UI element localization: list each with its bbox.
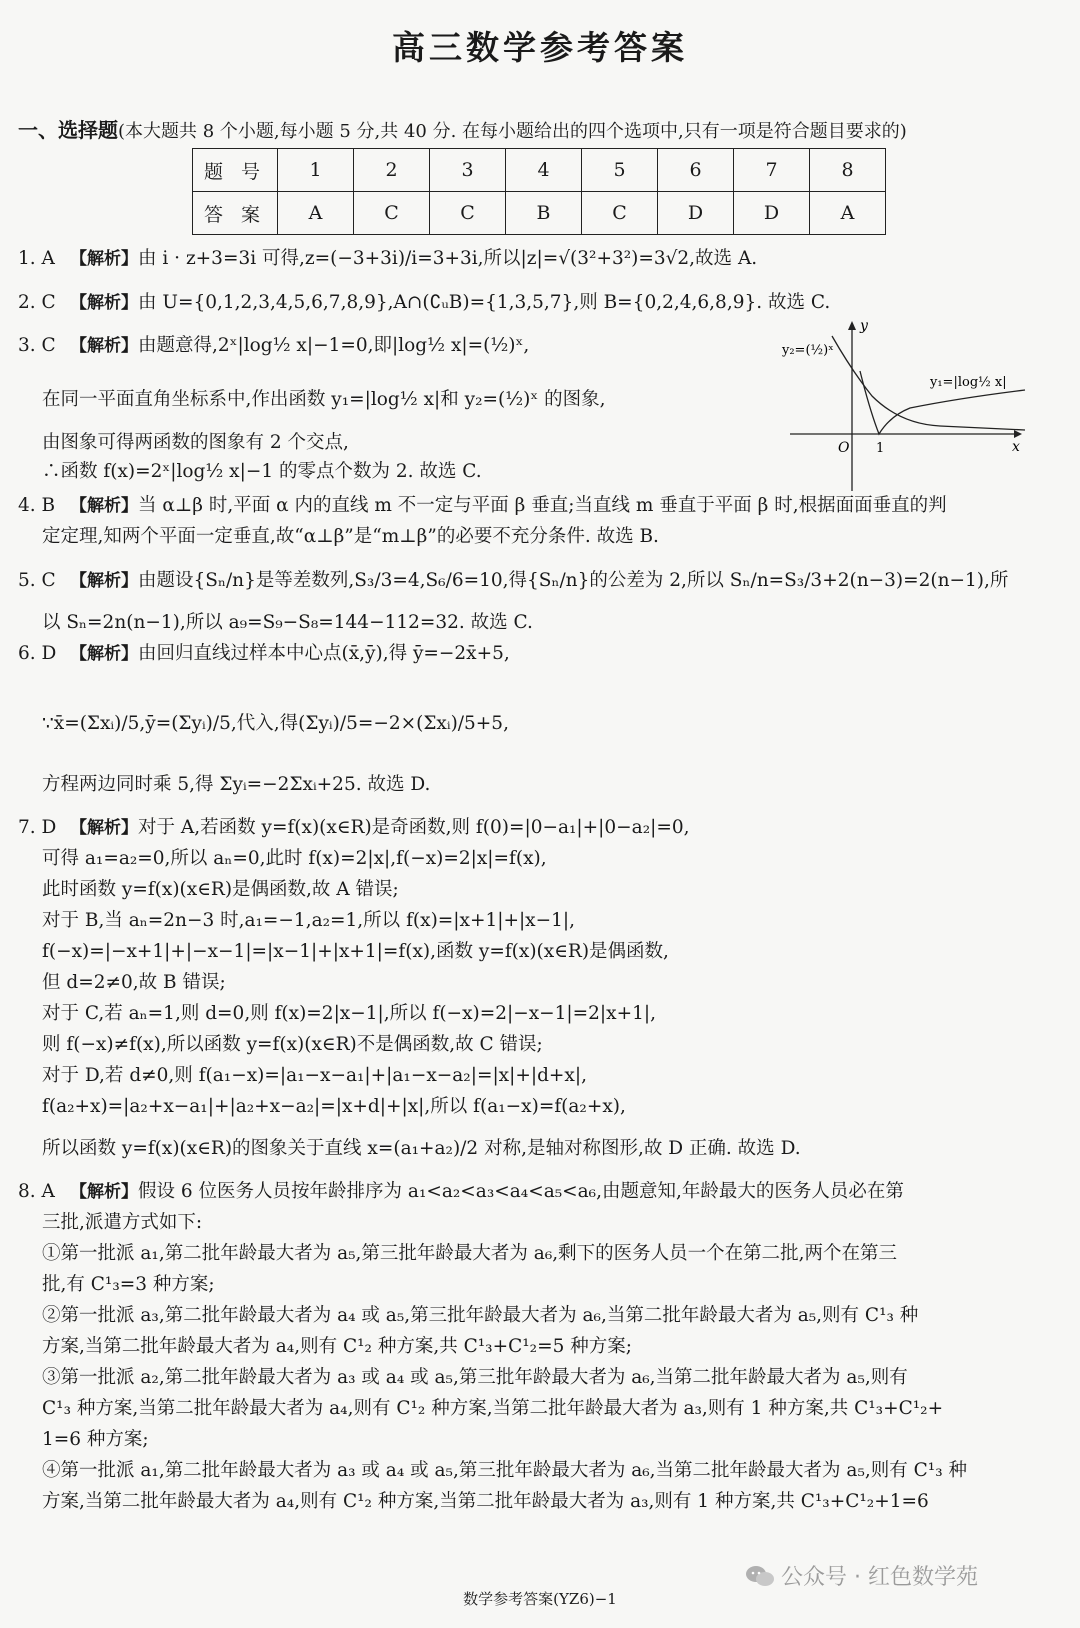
solution-line [18, 334, 529, 358]
solution-text: ④第一批派 a₁,第二批年龄最大者为 a₃ 或 a₄ 或 a₅,第三批年龄最大者为 a₆,当第二批年龄最大者为 a₅,则有 C¹₃ 种 [42, 1460, 967, 1481]
solution-text: 对于 A,若函数 y=f(x)(x∈R)是奇函数,则 f(0)=|0−a₁|+|0−a₂|=0, [138, 817, 690, 838]
answer-cell: A [810, 192, 886, 235]
solution-text: 由题设{Sₙ/n}是等差数列,S₃/3=4,S₆/6=10,得{Sₙ/n}的公差为 2,所以 Sₙ/n=S₃/3+2(n−3)=2(n−1),所 [138, 570, 1009, 591]
solution-line [42, 1335, 632, 1359]
y1-label: y₁=|log½ x| [930, 375, 1007, 390]
y-axis-label: y [860, 318, 868, 334]
solution-text: 对于 B,当 aₙ=2n−3 时,a₁=−1,a₂=1,所以 f(x)=|x+1|+|x−1|, [42, 910, 576, 931]
solution-text: 此时函数 y=f(x)(x∈R)是偶函数,故 A 错误; [42, 879, 399, 900]
solution-text: ③第一批派 a₂,第二批年龄最大者为 a₃ 或 a₄ 或 a₅,第三批年龄最大者为 a₆,当第二批年龄最大者为 a₅,则有 [42, 1367, 908, 1388]
solution-text: 则 f(−x)≠f(x),所以函数 y=f(x)(x∈R)不是偶函数,故 C 错误; [42, 1034, 543, 1055]
answer-table [192, 148, 886, 235]
solution-line [42, 1304, 918, 1328]
solution-number: 3. C [18, 335, 56, 356]
solution-text: 方案,当第二批年龄最大者为 a₄,则有 C¹₂ 种方案,共 C¹₃+C¹₂=5 种方案; [42, 1336, 632, 1357]
analysis-tag: 【解析】 [70, 571, 138, 591]
question-number: 4 [506, 149, 582, 192]
answer-table-answer-row [193, 192, 886, 235]
solution-line [42, 1397, 943, 1421]
solution-text: 方程两边同时乘 5,得 Σyᵢ=−2Σxᵢ+25. 故选 D. [42, 774, 431, 795]
solution-text: 所以函数 y=f(x)(x∈R)的图象关于直线 x=(a₁+a₂)/2 对称,是轴对称图形,故 D 正确. 故选 D. [42, 1138, 801, 1159]
solution-line [42, 1095, 626, 1119]
solution-line [42, 1033, 543, 1057]
solution-line [42, 847, 547, 871]
question-number: 7 [734, 149, 810, 192]
solution-text: 三批,派遣方式如下: [42, 1212, 203, 1233]
solution-line [42, 1273, 215, 1297]
x-axis-label: x [1012, 439, 1020, 455]
solution-line [42, 940, 669, 964]
solution-line [42, 773, 430, 797]
number-row-header: 题 号 [193, 149, 278, 192]
solution-number: 2. C [18, 292, 56, 313]
origin-label: O [838, 440, 850, 456]
solution-text: ∴函数 f(x)=2ˣ|log½ x|−1 的零点个数为 2. 故选 C. [42, 461, 482, 482]
solution-number: 8. A [18, 1181, 55, 1202]
solution-text: 在同一平面直角坐标系中,作出函数 y₁=|log½ x|和 y₂=(½)ˣ 的图象, [42, 389, 606, 410]
answer-cell: A [278, 192, 354, 235]
solution-line [18, 642, 510, 666]
solution-line [42, 1137, 801, 1161]
solution-text: f(a₂+x)=|a₂+x−a₁|+|a₂+x−a₂|=|x+d|+|x|,所以 f(a₁−x)=f(a₂+x), [42, 1096, 626, 1117]
solution-text: 由题意得,2ˣ|log½ x|−1=0,即|log½ x|=(½)ˣ, [138, 335, 530, 356]
analysis-tag: 【解析】 [70, 496, 138, 516]
answer-cell: C [582, 192, 658, 235]
solution-text: 但 d=2≠0,故 B 错误; [42, 972, 226, 993]
section-heading [18, 114, 1068, 143]
solution-line [18, 569, 1008, 593]
answer-cell: D [734, 192, 810, 235]
solution-line [42, 525, 659, 549]
solution-text: 对于 C,若 aₙ=1,则 d=0,则 f(x)=2|x−1|,所以 f(−x)=2|−x−1|=2|x+1|, [42, 1003, 656, 1024]
watermark-text: 公众号 · 红色数学苑 [781, 1565, 978, 1590]
analysis-tag: 【解析】 [70, 249, 138, 269]
solution-line [18, 1180, 904, 1204]
y2-label: y₂=(½)ˣ [782, 343, 834, 358]
solution-text: 当 α⊥β 时,平面 α 内的直线 m 不一定与平面 β 垂直;当直线 m 垂直于平面 β 时,根据面面垂直的判 [138, 495, 947, 516]
solution-number: 7. D [18, 817, 57, 838]
question-number: 1 [278, 149, 354, 192]
solution-text: ①第一批派 a₁,第二批年龄最大者为 a₅,第三批年龄最大者为 a₆,剩下的医务人员一个在第二批,两个在第三 [42, 1243, 898, 1264]
solution-text: ②第一批派 a₃,第二批年龄最大者为 a₄ 或 a₅,第三批年龄最大者为 a₆,当第二批年龄最大者为 a₅,则有 C¹₃ 种 [42, 1305, 919, 1326]
solution-text: 由 U={0,1,2,3,4,5,6,7,8,9},A∩(∁ᵤB)={1,3,5,7},则 B={0,2,4,6,8,9}. 故选 C. [138, 292, 831, 313]
solution-text: 对于 D,若 d≠0,则 f(a₁−x)=|a₁−x−a₁|+|a₁−x−a₂|=|x|+|d+x|, [42, 1065, 587, 1086]
solution-line [18, 816, 690, 840]
answer-cell: D [658, 192, 734, 235]
solution-text: 假设 6 位医务人员按年龄排序为 a₁<a₂<a₃<a₄<a₅<a₆,由题意知,年龄最大的医务人员必在第 [138, 1181, 904, 1202]
solution-number: 1. A [18, 248, 55, 269]
solution-number: 5. C [18, 570, 56, 591]
answer-cell: C [354, 192, 430, 235]
solution-line [42, 1242, 897, 1266]
section-label: 一、选择题 [18, 118, 118, 142]
solution-text: f(−x)=|−x+1|+|−x−1|=|x−1|+|x+1|=f(x),函数 y=f(x)(x∈R)是偶函数, [42, 941, 669, 962]
question-number: 6 [658, 149, 734, 192]
solution-line [42, 712, 509, 736]
analysis-tag: 【解析】 [70, 644, 138, 664]
solution-text: 方案,当第二批年龄最大者为 a₄,则有 C¹₂ 种方案,当第二批年龄最大者为 a₃,则有 1 种方案,共 C¹₃+C¹₂+1=6 [42, 1491, 929, 1512]
solution-text: 以 Sₙ=2n(n−1),所以 a₉=S₉−S₈=144−112=32. 故选 C. [42, 612, 533, 633]
solution-text: 1=6 种方案; [42, 1429, 149, 1450]
solution-line [42, 460, 482, 484]
analysis-tag: 【解析】 [70, 818, 138, 838]
solution-line [42, 1459, 967, 1483]
solution-line [42, 431, 349, 455]
analysis-tag: 【解析】 [70, 336, 138, 356]
solution-line [42, 909, 575, 933]
solution-text: ∵x̄=(Σxᵢ)/5,ȳ=(Σyᵢ)/5,代入,得(Σyᵢ)/5=−2×(Σxᵢ)/5+5, [42, 713, 509, 734]
answer-cell: C [430, 192, 506, 235]
solution-line [42, 1211, 202, 1235]
solution-line [42, 1366, 908, 1390]
solution-text: 由回归直线过样本中心点(x̄,ȳ),得 ȳ=−2x̄+5, [138, 643, 510, 664]
solution-number: 6. D [18, 643, 57, 664]
page-title: 高三数学参考答案 [392, 28, 688, 67]
question-number: 5 [582, 149, 658, 192]
solution-line [18, 247, 757, 271]
solution-number: 4. B [18, 495, 56, 516]
analysis-tag: 【解析】 [70, 293, 138, 313]
solution-text: 由 i · z+3=3i 可得,z=(−3+3i)/i=3+3i,所以|z|=√(3²+3²)=3√2,故选 A. [138, 248, 758, 269]
x-axis-arrow-icon [1014, 430, 1022, 438]
section-description: (本大题共 8 个小题,每小题 5 分,共 40 分. 在每小题给出的四个选项中,只有一项是符合题目要求的) [118, 121, 907, 142]
solution-text: 批,有 C¹₃=3 种方案; [42, 1274, 215, 1295]
solution-text: 可得 a₁=a₂=0,所以 aₙ=0,此时 f(x)=2|x|,f(−x)=2|x|=f(x), [42, 848, 547, 869]
solution-line [42, 388, 605, 412]
question-number: 2 [354, 149, 430, 192]
solution-line [18, 494, 947, 518]
solution-line [42, 971, 226, 995]
page-footer: 数学参考答案(YZ6)−1 [463, 1590, 617, 1608]
question-number: 8 [810, 149, 886, 192]
solution-line [42, 1428, 149, 1452]
y-axis-arrow-icon [848, 321, 856, 330]
solution-line [42, 1002, 656, 1026]
function-graph [782, 316, 1030, 491]
solution-line [42, 1490, 929, 1514]
watermark [745, 1560, 978, 1591]
tick-one-label: 1 [876, 441, 885, 456]
solution-text: C¹₃ 种方案,当第二批年龄最大者为 a₄,则有 C¹₂ 种方案,当第二批年龄最大者为 a₃,则有 1 种方案,共 C¹₃+C¹₂+ [42, 1398, 944, 1419]
answer-cell: B [506, 192, 582, 235]
solution-line [42, 611, 533, 635]
answer-table-number-row [193, 149, 886, 192]
solution-line [42, 878, 399, 902]
solution-text: 定定理,知两个平面一定垂直,故“α⊥β”是“m⊥β”的必要不充分条件. 故选 B. [42, 526, 659, 547]
solution-line [18, 291, 830, 315]
solution-line [42, 1064, 587, 1088]
question-number: 3 [430, 149, 506, 192]
answer-row-header: 答 案 [193, 192, 278, 235]
wechat-icon [745, 1565, 775, 1587]
analysis-tag: 【解析】 [70, 1182, 138, 1202]
solution-text: 由图象可得两函数的图象有 2 个交点, [42, 432, 349, 453]
